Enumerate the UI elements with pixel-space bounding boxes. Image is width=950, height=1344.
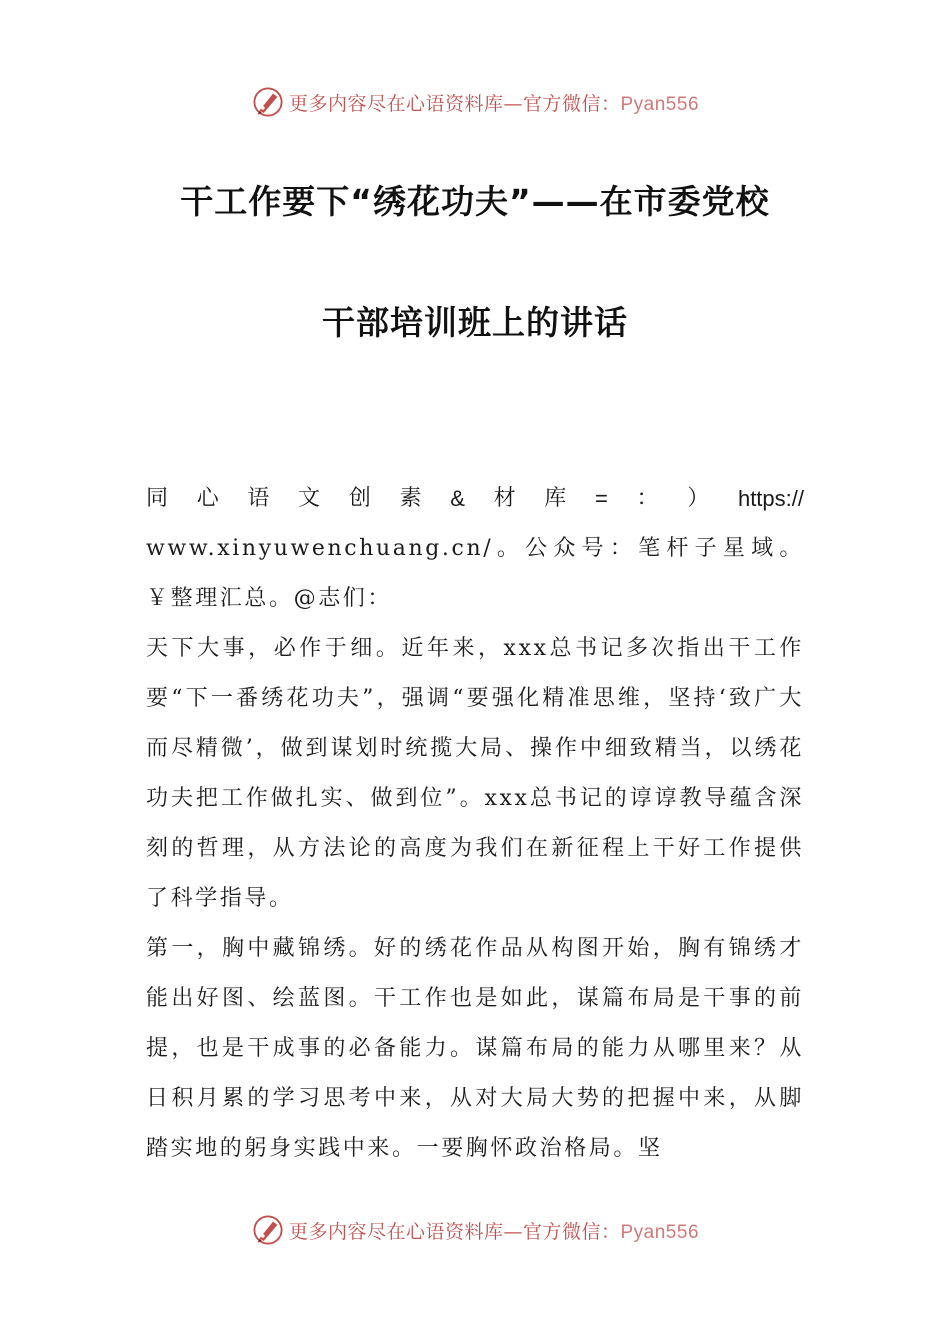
intro-char: = — [595, 486, 608, 511]
document-title-line-2: 干部培训班上的讲话 — [322, 303, 628, 342]
header-wechat-id: Pyan556 — [620, 93, 700, 115]
footer-banner — [0, 1210, 950, 1250]
document-body — [146, 474, 804, 1174]
intro-char: 语 — [247, 486, 270, 511]
intro-spread-line — [146, 474, 804, 524]
intro-char: 同 — [146, 486, 169, 511]
intro-paragraph: www.xinyuwenchuang.cn/。公众号：笔杆子星域。￥整理汇总。@志们： — [146, 536, 804, 611]
intro-char: 创 — [348, 486, 371, 511]
header-banner-text: 更多内容尽在心语资料库—官方微信：Pyan556 — [288, 92, 700, 115]
pen-logo-icon — [251, 1213, 285, 1247]
intro-char: 素 — [399, 486, 422, 511]
intro-char: 库 — [544, 486, 567, 511]
intro-url-start: https:// — [737, 486, 804, 511]
intro-char: 材 — [493, 486, 516, 511]
pen-logo-icon — [251, 85, 285, 119]
intro-char: 心 — [196, 486, 219, 511]
body-paragraph-1: 天下大事，必作于细。近年来，xxx总书记多次指出干工作要“下一番绣花功夫”，强调“要强化精准思维，坚持‘致广大而尽精微’，做到谋划时统揽大局、操作中细致精当，以绣花功夫把工作做扎实、做到位”。xxx总书记的谆谆教导蕴含深刻的哲理，从方法论的高度为我们在新征程上干好工作提供了科学指导。 — [146, 636, 804, 911]
footer-wechat-id: Pyan556 — [620, 1221, 700, 1243]
intro-char: ： — [636, 486, 659, 511]
body-paragraph-2: 第一，胸中藏锦绣。好的绣花作品从构图开始，胸有锦绣才能出好图、绘蓝图。干工作也是如此，谋篇布局是干事的前提，也是干成事的必备能力。谋篇布局的能力从哪里来？从日积月累的学习思考中来，从对大局大势的把握中来，从脚踏实地的躬身实践中来。一要胸怀政治格局。坚 — [146, 936, 804, 1161]
document-title-line-1: 干工作要下“绣花功夫”——在市委党校 — [180, 182, 770, 221]
intro-char: 文 — [298, 486, 321, 511]
intro-char: ） — [687, 486, 710, 511]
footer-banner-text: 更多内容尽在心语资料库—官方微信：Pyan556 — [288, 1220, 700, 1243]
header-banner — [0, 82, 950, 122]
intro-char: & — [450, 486, 465, 511]
